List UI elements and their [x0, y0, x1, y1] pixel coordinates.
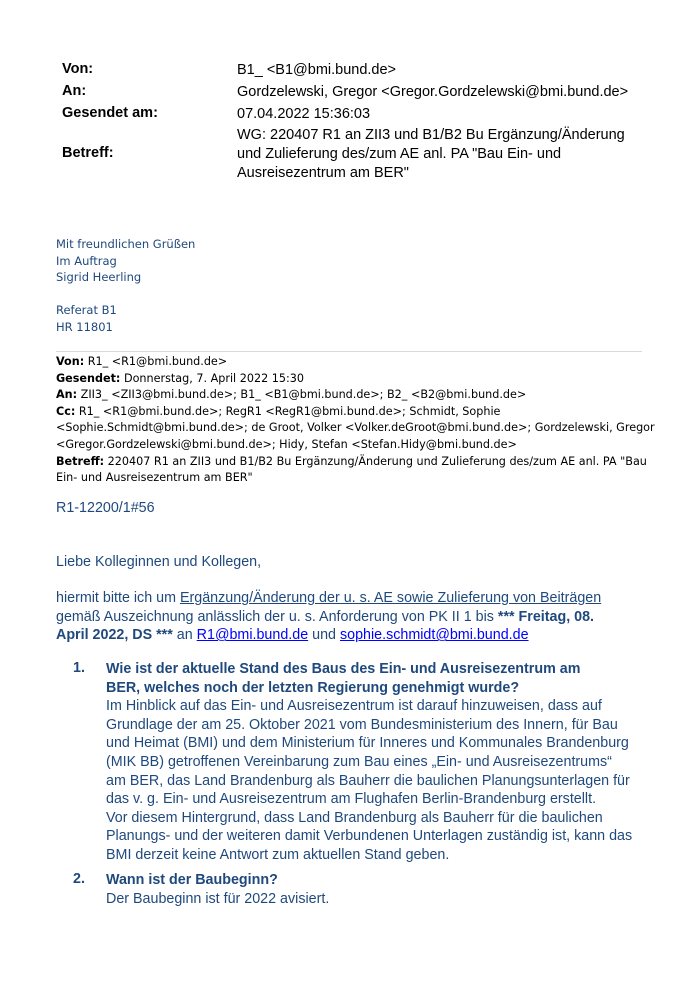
question-line: BER, welches noch der letzten Regierung genehmigt wurde?	[106, 679, 520, 696]
intro-paragraph	[56, 589, 656, 645]
answer-line: das v. g. Ein- und Ausreisezentrum am Flughafen Berlin-Brandenburg erstellt.	[106, 791, 597, 808]
intro-line	[56, 589, 656, 608]
deadline-bold: *** Freitag, 08.	[497, 608, 595, 625]
answer-line: Vor diesem Hintergrund, dass Land Brandenburg als Bauherr für die baulichen	[106, 809, 603, 826]
subject-value	[237, 126, 657, 183]
intro-underlined: Ergänzung/Änderung der u. s. AE sowie Zulieferung von Beiträgen	[179, 590, 602, 606]
fwd-subject-label: Betreff:	[56, 454, 105, 468]
email-link-r1[interactable]: R1@bmi.bund.de	[196, 627, 309, 644]
subject-label: Betreff:	[62, 145, 114, 161]
answer-line: Grundlage der am 25. Oktober 2021 vom Bundesministerium des Innern, für Bau	[106, 716, 618, 733]
intro-line	[56, 608, 656, 627]
from-value: B1_ <B1@bmi.bund.de>	[237, 62, 397, 78]
fwd-subject	[56, 454, 656, 471]
fwd-cc-cont: <Gregor.Gordzelewski@bmi.bund.de>; Hidy, Stefan <Stefan.Hidy@bmi.bund.de>	[56, 437, 517, 451]
subject-line: WG: 220407 R1 an ZII3 und B1/B2 Bu Ergänzung/Änderung	[237, 127, 625, 143]
deadline-bold: April 2022, DS ***	[56, 627, 173, 644]
fwd-to-label: An:	[56, 388, 78, 402]
intro-text: und	[308, 627, 340, 644]
fwd-sent-value: Donnerstag, 7. April 2022 15:30	[120, 371, 304, 385]
fwd-cc-label: Cc:	[56, 404, 76, 418]
fwd-to-value: ZII3_ <ZII3@bmi.bund.de>; B1_ <B1@bmi.bund.de>; B2_ <B2@bmi.bund.de>	[77, 388, 527, 402]
fwd-subject-cont: Ein- und Ausreisezentrum am BER"	[56, 471, 253, 485]
fwd-from	[56, 354, 656, 371]
intro-text: an	[172, 627, 197, 644]
intro-text: gemäß Auszeichnung anlässlich der u. s. Anforderung von PK II 1 bis	[56, 608, 498, 625]
email-header	[62, 61, 662, 181]
subject-line: Ausreisezentrum am BER"	[237, 165, 409, 181]
signature-block	[56, 236, 195, 286]
sent-label: Gesendet am:	[62, 105, 158, 121]
fwd-cc-cont: <Sophie.Schmidt@bmi.bund.de>; de Groot, Volker <Volker.deGroot@bmi.bund.de>; Gordzelewski, Gregor	[56, 421, 655, 435]
answer-line: BMI derzeit keine Antwort zum aktuellen Stand geben.	[106, 846, 450, 863]
fwd-subject-value: 220407 R1 an ZII3 und B1/B2 Bu Ergänzung/Änderung und Zulieferung des/zum AE anl. PA "Bau	[104, 454, 647, 468]
intro-text: hiermit bitte ich um	[56, 590, 180, 606]
answer-line: am BER, das Land Brandenburg als Bauherr die baulichen Planungsunterlagen für	[106, 772, 630, 789]
greeting: Liebe Kolleginnen und Kollegen,	[56, 554, 262, 570]
fwd-sent-label: Gesendet:	[56, 371, 121, 385]
fwd-cc	[56, 404, 656, 421]
signature-line: Sigrid Heerling	[56, 270, 142, 284]
signature-unit	[56, 302, 117, 335]
email-link-sophie[interactable]: sophie.schmidt@bmi.bund.de	[339, 627, 529, 644]
from-label: Von:	[62, 61, 94, 77]
question-number: 2.	[73, 871, 85, 887]
intro-line	[56, 626, 656, 645]
question-line: Wie ist der aktuelle Stand des Baus des Ein- und Ausreisezentrum am	[106, 661, 581, 677]
answer-line: Der Baubeginn ist für 2022 avisiert.	[106, 890, 330, 907]
reference-number: R1-12200/1#56	[56, 500, 155, 516]
fwd-cc-value: R1_ <R1@bmi.bund.de>; RegR1 <RegR1@bmi.bund.de>; Schmidt, Sophie	[75, 404, 501, 418]
forwarded-header	[56, 354, 656, 487]
question-2	[106, 871, 666, 908]
subject-line: und Zulieferung des/zum AE anl. PA "Bau Ein- und	[237, 146, 562, 162]
sent-value: 07.04.2022 15:36:03	[237, 106, 371, 122]
answer-line: Im Hinblick auf das Ein- und Ausreisezentrum ist darauf hinzuweisen, dass auf	[106, 698, 602, 715]
unit-line: HR 11801	[56, 319, 113, 334]
fwd-to	[56, 387, 656, 404]
answer-line: und Heimat (BMI) und dem Ministerium für Inneres und Kommunales Brandenburg	[106, 735, 629, 752]
fwd-sent	[56, 371, 656, 388]
to-label: An:	[62, 83, 87, 99]
fwd-from-value: R1_ <R1@bmi.bund.de>	[84, 355, 228, 368]
answer-line: Planungs- und der weiteren damit Verbundenen Unterlagen zuständig ist, kann das	[106, 828, 633, 845]
fwd-from-label: Von:	[56, 355, 85, 368]
answer-line: (MIK BB) getroffenen Vereinbarung zum Bau eines „Ein- und Ausreisezentrums“	[106, 753, 612, 770]
question-1	[106, 660, 666, 865]
unit-line: Referat B1	[56, 303, 117, 317]
signature-line: Mit freundlichen Grüßen	[56, 237, 196, 251]
signature-line: Im Auftrag	[56, 253, 117, 268]
question-line: Wann ist der Baubeginn?	[106, 872, 278, 888]
question-number: 1.	[73, 660, 85, 676]
separator-line	[56, 351, 642, 352]
to-value: Gordzelewski, Gregor <Gregor.Gordzelewski@bmi.bund.de>	[237, 84, 629, 100]
